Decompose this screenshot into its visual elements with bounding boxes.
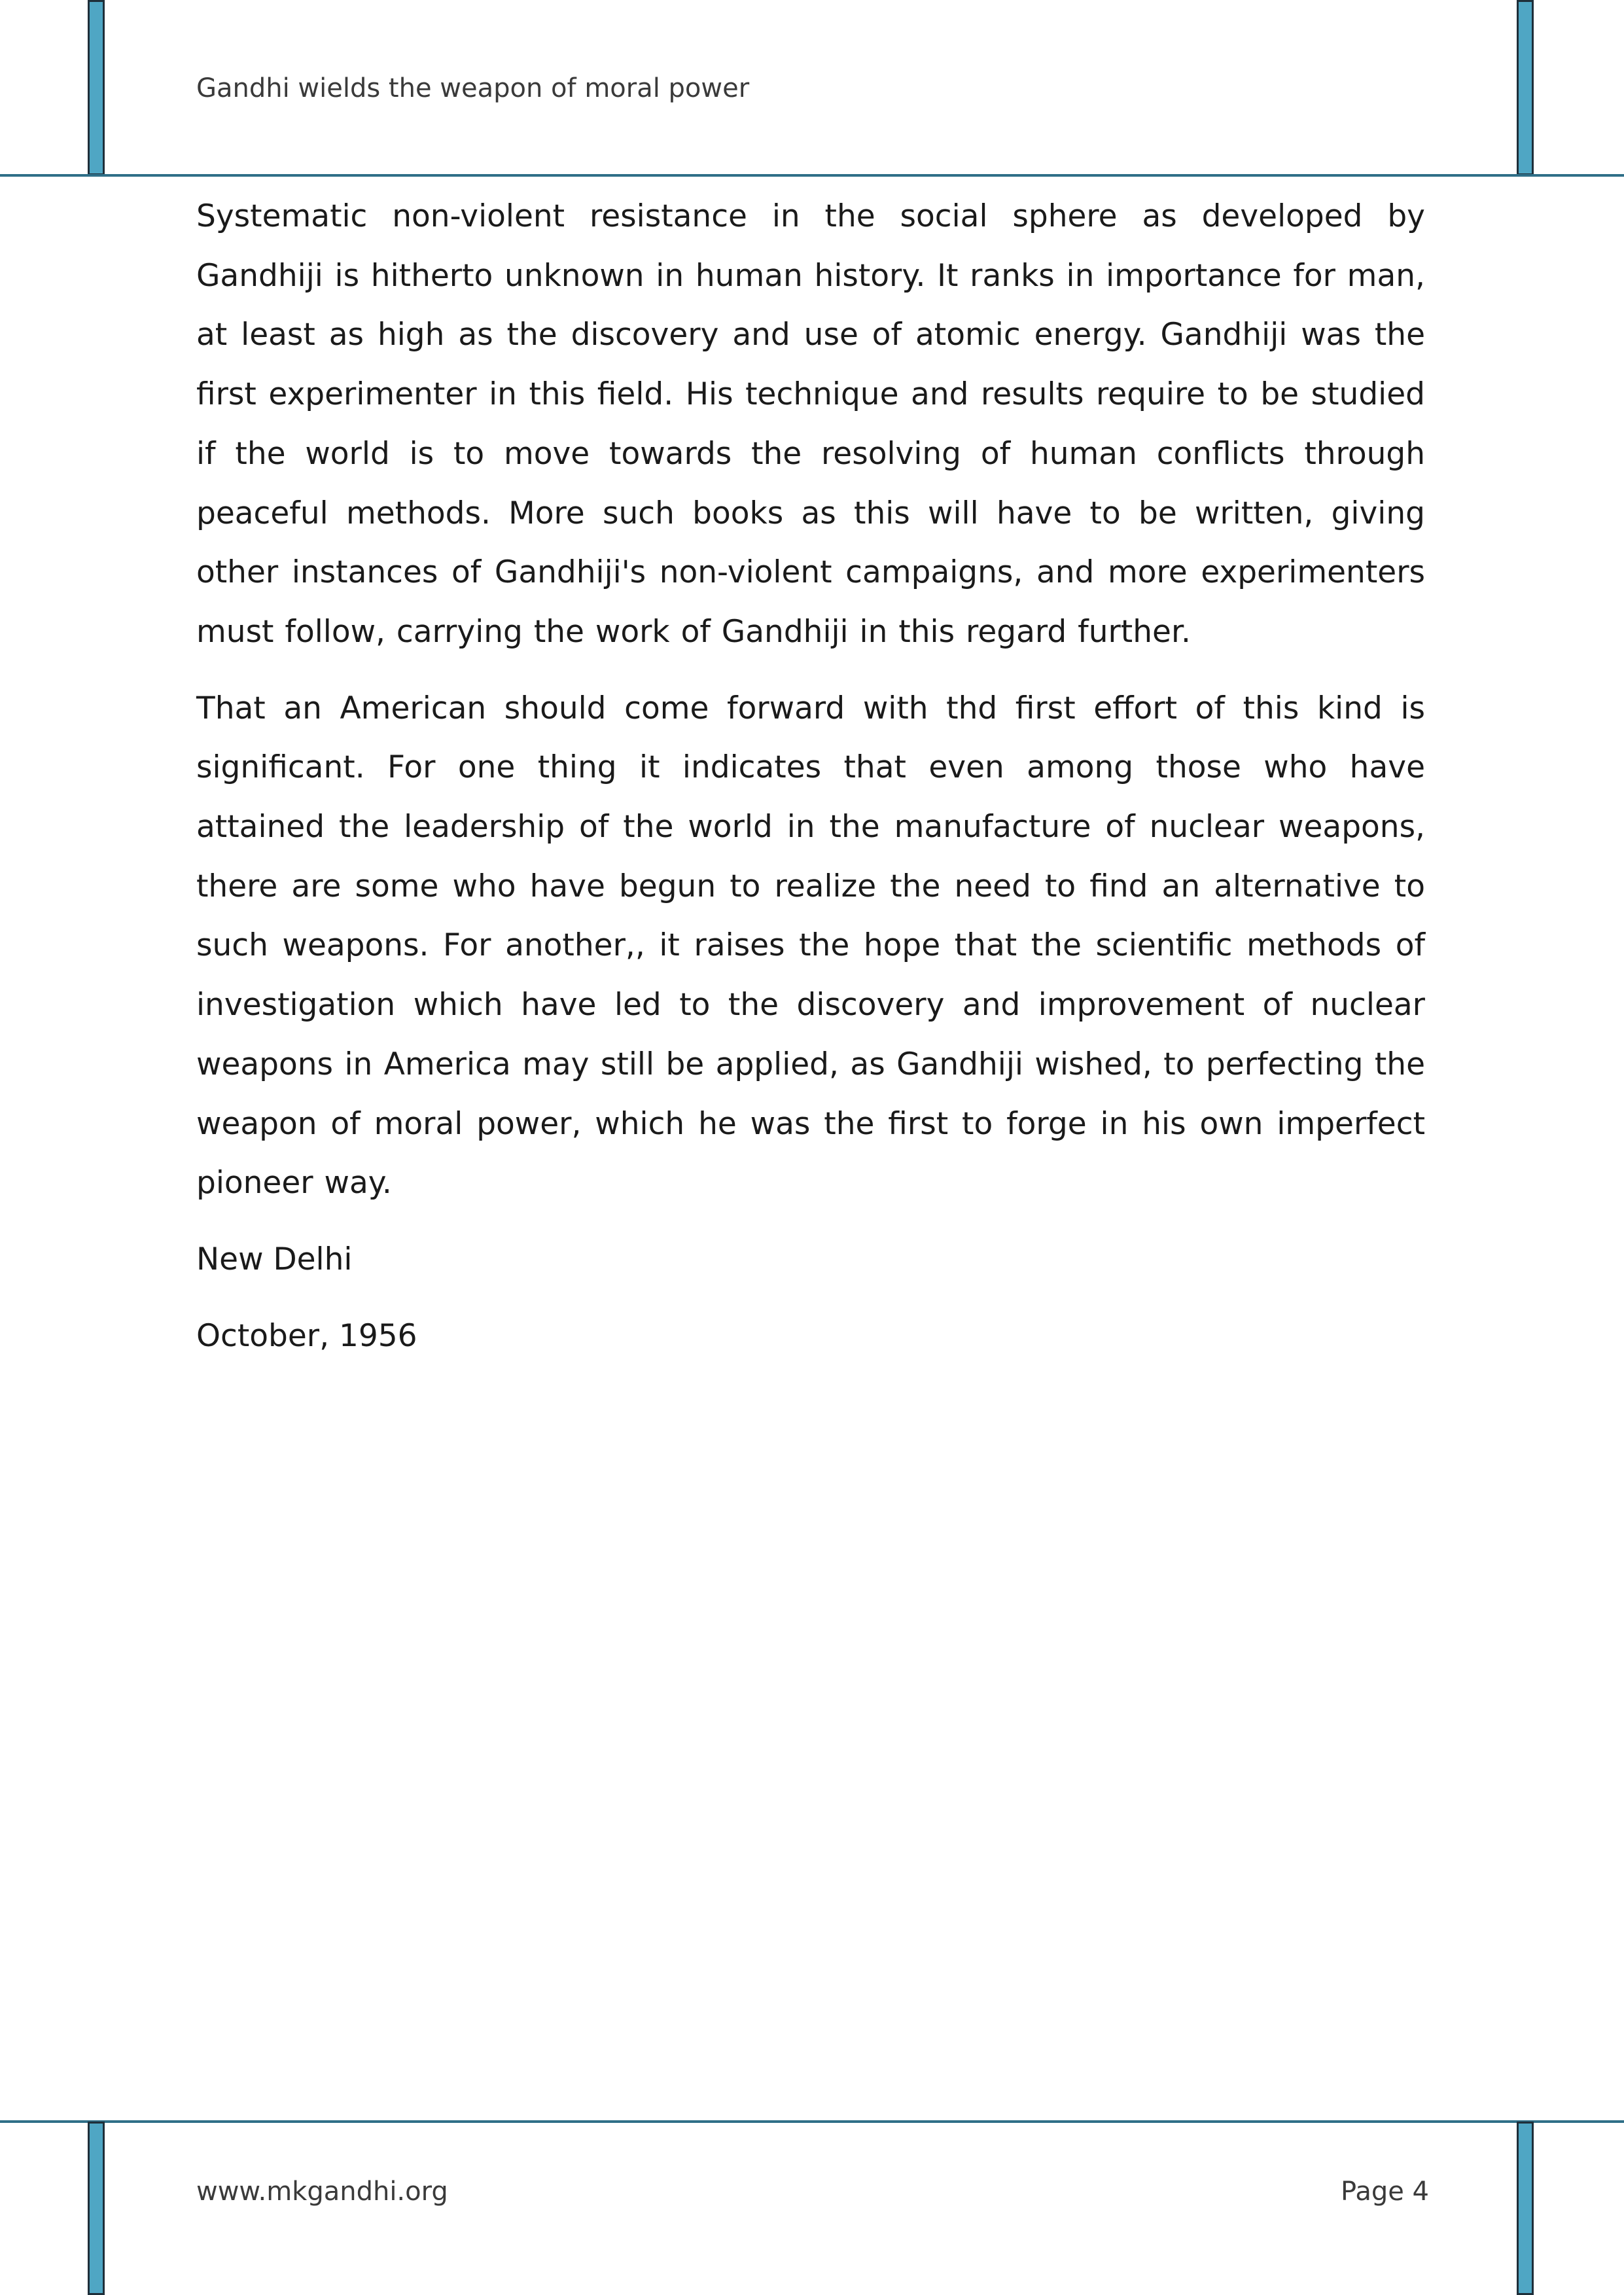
header-left-bar [88, 0, 105, 175]
footer-page-number: Page 4 [1341, 2177, 1429, 2207]
body-paragraph-1: Systematic non-violent resistance in the social sphere as developed by Gandhiji is hitherto unknown in human history. It ranks in importance for man, at least as high as the discovery and use of atomic energy. Gandhiji was the first experimenter in this field. His technique and results require to be studied if the world is to move towards the resolving of human conflicts through peaceful methods. More such books as this will have to be written, giving other instances of Gandhiji's non-violent campaigns, and more experimenters must follow, carrying the work of Gandhiji in this regard further. [196, 198, 1425, 650]
body-paragraph-2: That an American should come forward with thd first effort of this kind is significant. For one thing it indicates that even among those who have attained the leadership of the world in the manufacture of nuclear weapons, there are some who have begun to realize the need to find an alternative to such weapons. For another,, it raises the hope that the scientific methods of investigation which have led to the discovery and improvement of nuclear weapons in America may still be applied, as Gandhiji wished, to perfecting the weapon of moral power, which he was the first to forge in his own imperfect pioneer way. [196, 690, 1425, 1201]
signature-date: October, 1956 [196, 1317, 417, 1354]
footer-left-bar [88, 2122, 105, 2295]
page-body [196, 187, 1425, 1383]
footer-website-link[interactable]: www.mkgandhi.org [196, 2177, 448, 2207]
signature-place: New Delhi [196, 1241, 353, 1277]
footer-right-bar [1517, 2122, 1534, 2295]
header-right-bar [1517, 0, 1534, 175]
running-header-title: Gandhi wields the weapon of moral power [196, 73, 750, 103]
footer-rule [0, 2120, 1624, 2123]
header-rule [0, 174, 1624, 177]
